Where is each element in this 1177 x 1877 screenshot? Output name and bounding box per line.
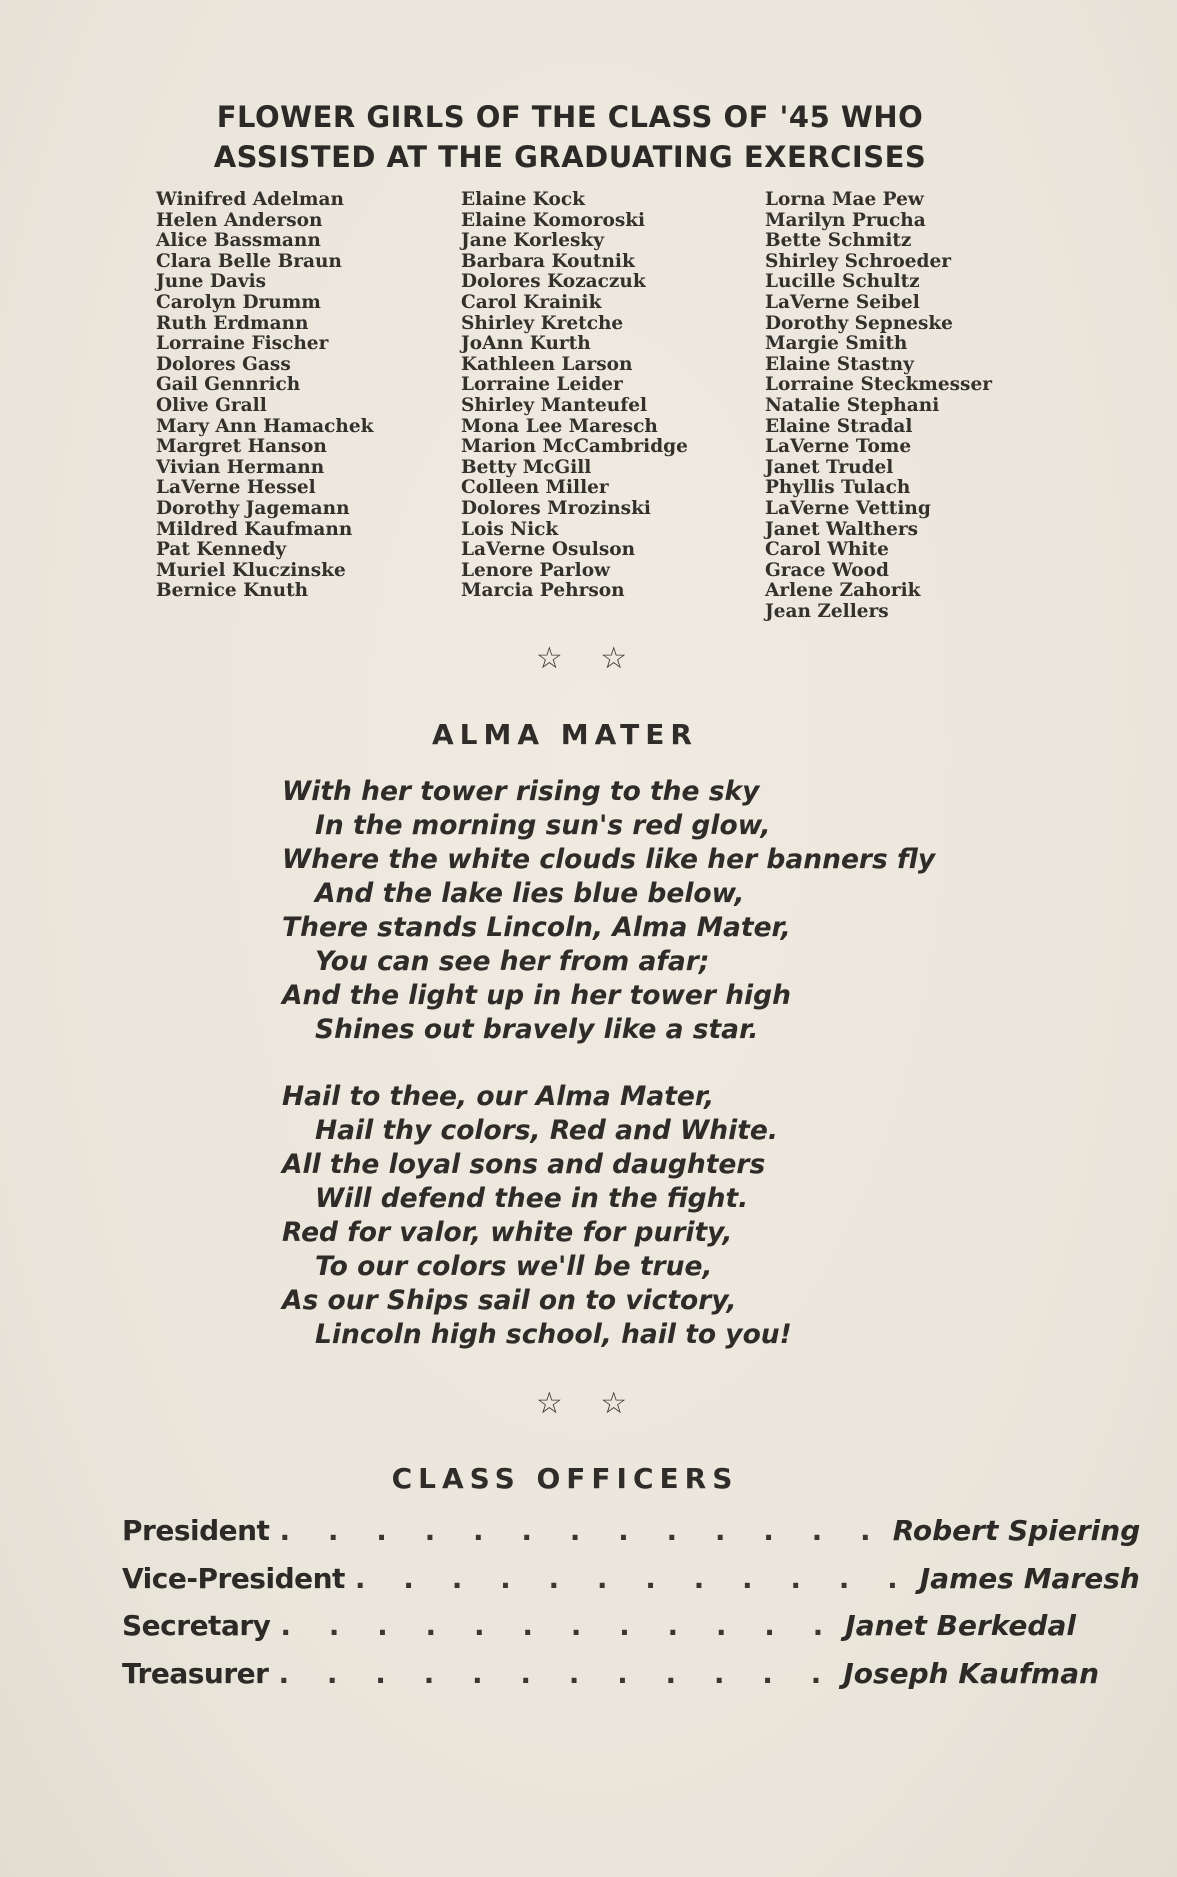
flower-girl-name: Gail Gennrich <box>156 374 301 396</box>
alma-mater-title: ALMA MATER <box>432 718 698 751</box>
verse-line: Red for valor, white for purity, <box>282 1217 733 1248</box>
flower-girl-name: LaVerne Seibel <box>765 291 920 313</box>
verse-line: Will defend thee in the fight. <box>315 1183 749 1214</box>
verse-line: And the lake lies blue below, <box>315 878 745 909</box>
flower-girl-name: Elaine Stradal <box>765 415 913 437</box>
officer-role: Treasurer <box>122 1656 269 1690</box>
officer-role: Secretary <box>122 1609 271 1642</box>
flower-girls-column-3 <box>765 190 992 622</box>
flower-girl-name: Carol Krainik <box>461 291 602 313</box>
flower-girl-name: Lorraine Leider <box>461 374 623 396</box>
officer-dots: . . . . . . . . . . . . <box>354 1561 912 1595</box>
flower-girl-name: Dolores Kozaczuk <box>461 271 646 293</box>
flower-girl-name: Janet Trudel <box>765 456 894 478</box>
alma-mater-verse-1 <box>282 775 935 1047</box>
flower-girl-name: Mona Lee Maresch <box>461 415 658 437</box>
flower-girl-name: Lucille Schultz <box>765 271 920 293</box>
flower-girl-name: Lorraine Fischer <box>156 333 329 355</box>
flower-girl-name: Muriel Kluczinske <box>156 559 346 581</box>
verse-line: Shines out bravely like a star. <box>315 1014 759 1045</box>
flower-girl-name: Lorna Mae Pew <box>765 189 924 210</box>
flower-girl-name: Shirley Manteufel <box>461 394 648 416</box>
flower-girls-title-line1: FLOWER GIRLS OF THE CLASS OF '45 WHO <box>216 100 924 134</box>
flower-girl-name: Janet Walthers <box>765 518 919 540</box>
flower-girl-name: Elaine Stastny <box>765 353 914 375</box>
flower-girl-name: Dorothy Sepneske <box>765 312 953 334</box>
flower-girl-name: Winifred Adelman <box>156 189 344 210</box>
verse-line: Hail thy colors, Red and White. <box>315 1115 778 1146</box>
flower-girls-column-1 <box>156 190 373 602</box>
verse-line: There stands Lincoln, Alma Mater, <box>282 912 791 943</box>
class-officers-list <box>122 1514 1141 1704</box>
flower-girl-name: Dolores Mrozinski <box>461 497 651 519</box>
flower-girl-name: Dolores Gass <box>156 353 291 375</box>
flower-girl-name: LaVerne Osulson <box>461 539 636 561</box>
flower-girl-name: Shirley Kretche <box>461 312 624 334</box>
flower-girl-name: Bernice Knuth <box>156 580 309 602</box>
flower-girl-name: Mildred Kaufmann <box>156 518 353 540</box>
flower-girl-name: Mary Ann Hamachek <box>156 415 374 437</box>
flower-girl-name: Betty McGill <box>461 456 592 478</box>
flower-girl-name: Pat Kennedy <box>156 539 287 561</box>
flower-girl-name: Carolyn Drumm <box>156 291 321 313</box>
officer-row <box>122 1609 1076 1657</box>
alma-mater-verse-2 <box>282 1080 792 1352</box>
flower-girl-name: Dorothy Jagemann <box>156 497 350 519</box>
verse-line: And the light up in her tower high <box>282 980 791 1011</box>
officer-name: Janet Berkedal <box>845 1609 1076 1642</box>
flower-girl-name: Jane Korlesky <box>461 230 604 252</box>
flower-girl-name: Marcia Pehrson <box>461 580 625 602</box>
flower-girl-name: Elaine Kock <box>461 189 585 210</box>
flower-girl-name: Helen Anderson <box>156 209 323 231</box>
verse-line: In the morning sun's red glow, <box>315 810 771 841</box>
flower-girl-name: Marion McCambridge <box>461 436 688 458</box>
officer-dots: . . . . . . . . . . . . <box>278 1656 836 1690</box>
flower-girl-name: Vivian Hermann <box>156 456 325 478</box>
officer-role: Vice-President <box>122 1561 345 1595</box>
officer-name: Joseph Kaufman <box>843 1656 1100 1690</box>
flower-girl-name: June Davis <box>156 271 267 293</box>
flower-girl-name: Bette Schmitz <box>765 230 912 252</box>
star-divider: ☆ ☆ <box>535 641 642 676</box>
verse-line: Lincoln high school, hail to you! <box>315 1319 792 1350</box>
flower-girl-name: Lorraine Steckmesser <box>765 374 992 396</box>
flower-girl-name: Kathleen Larson <box>461 353 633 375</box>
flower-girl-name: Lenore Parlow <box>461 559 610 581</box>
star-divider: ☆ ☆ <box>535 1386 642 1421</box>
verse-line: Hail to thee, our Alma Mater, <box>282 1081 715 1112</box>
flower-girls-column-2 <box>461 190 688 602</box>
flower-girl-name: Olive Grall <box>156 394 267 416</box>
flower-girl-name: Barbara Koutnik <box>461 250 635 272</box>
flower-girl-name: LaVerne Hessel <box>156 477 316 499</box>
flower-girl-name: Margret Hanson <box>156 436 327 458</box>
flower-girl-name: Alice Bassmann <box>156 230 321 252</box>
officer-name: James Maresh <box>919 1561 1140 1595</box>
verse-line: All the loyal sons and daughters <box>282 1149 766 1180</box>
verse-line: Where the white clouds like her banners fly <box>282 844 936 875</box>
flower-girls-title-line2: ASSISTED AT THE GRADUATING EXERCISES <box>213 140 927 174</box>
flower-girl-name: Natalie Stephani <box>765 394 940 416</box>
flower-girl-name: Ruth Erdmann <box>156 312 309 334</box>
officer-row <box>122 1561 1140 1610</box>
officer-row <box>122 1656 1100 1705</box>
flower-girl-name: Shirley Schroeder <box>765 250 951 272</box>
officer-row <box>122 1514 1141 1562</box>
flower-girl-name: Carol White <box>765 539 889 561</box>
officer-dots: . . . . . . . . . . . . . <box>279 1514 885 1547</box>
verse-line: With her tower rising to the sky <box>282 776 760 807</box>
verse-line: You can see her from afar; <box>315 946 710 977</box>
flower-girl-name: Grace Wood <box>765 559 889 581</box>
verse-line: To our colors we'll be true, <box>315 1251 713 1282</box>
flower-girl-name: LaVerne Vetting <box>765 497 931 519</box>
flower-girl-name: Clara Belle Braun <box>156 250 342 272</box>
class-officers-title: CLASS OFFICERS <box>391 1462 739 1495</box>
flower-girl-name: Jean Zellers <box>765 600 889 622</box>
officer-dots: . . . . . . . . . . . . <box>280 1609 838 1642</box>
flower-girl-name: Phyllis Tulach <box>765 477 911 499</box>
flower-girl-name: Colleen Miller <box>461 477 609 499</box>
flower-girl-name: Elaine Komoroski <box>461 209 646 231</box>
officer-name: Robert Spiering <box>892 1514 1141 1547</box>
verse-line: As our Ships sail on to victory, <box>282 1285 737 1316</box>
flower-girl-name: Arlene Zahorik <box>765 580 921 602</box>
flower-girl-name: Margie Smith <box>765 333 908 355</box>
officer-role: President <box>122 1514 270 1547</box>
flower-girl-name: JoAnn Kurth <box>461 333 591 355</box>
flower-girl-name: LaVerne Tome <box>765 436 912 458</box>
flower-girl-name: Marilyn Prucha <box>765 209 926 231</box>
flower-girl-name: Lois Nick <box>461 518 559 540</box>
